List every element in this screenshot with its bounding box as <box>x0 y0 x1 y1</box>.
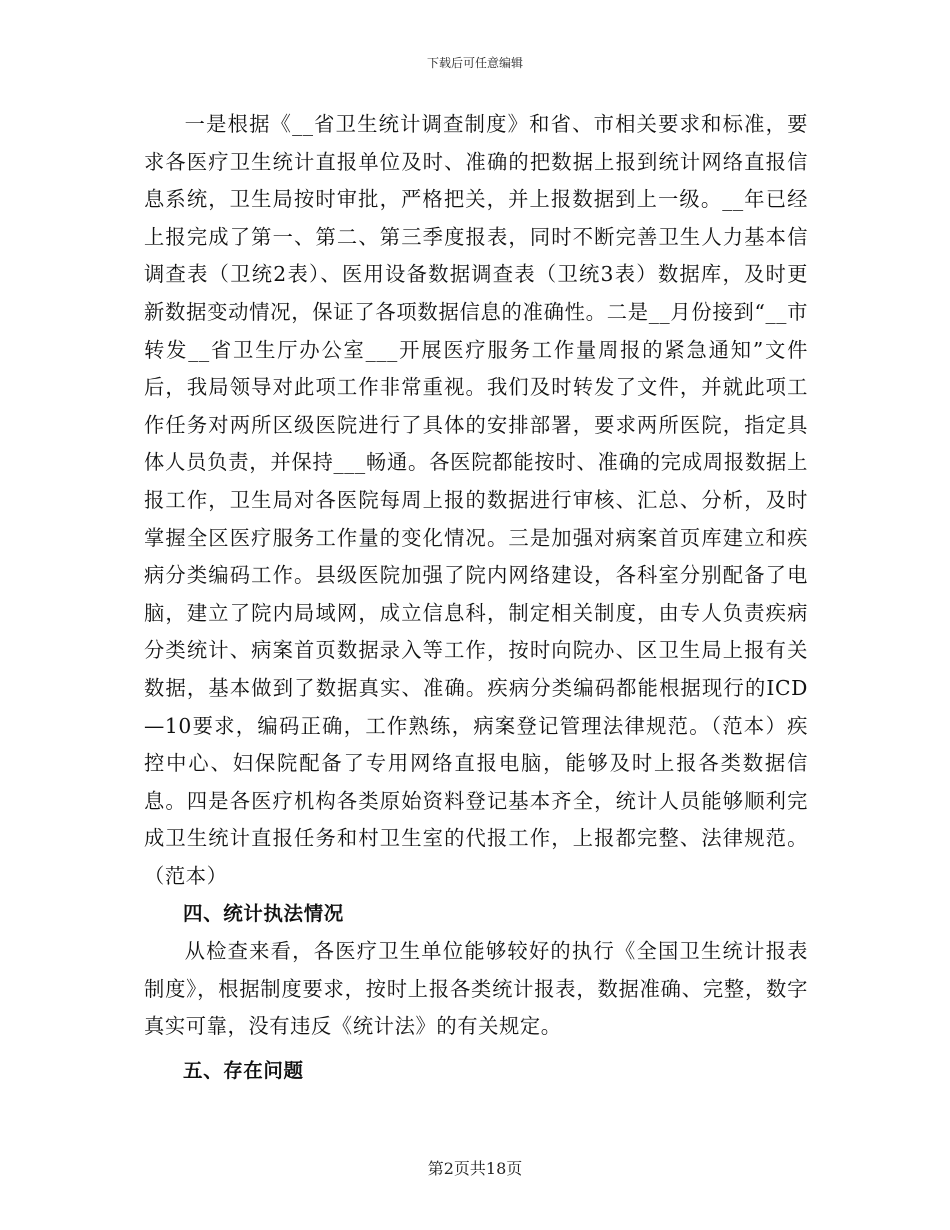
header-note: 下载后可任意编辑 <box>426 56 523 70</box>
paragraph-enforcement: 从检查来看，各医疗卫生单位能够较好的执行《全国卫生统计报表制度》，根据制度要求，按时上报各类统计报表，数据准确、完整，数字真实可靠，没有违反《统计法》的有关规定。 <box>144 939 808 1039</box>
document-body <box>144 106 808 1089</box>
section-heading-enforcement: 四、统计执法情况 <box>183 902 344 926</box>
paragraph-statistics-reporting: 一是根据《__省卫生统计调查制度》和省、市相关要求和标准，要求各医疗卫生统计直报单位及时、准确的把数据上报到统计网络直报信息系统，卫生局按时审批，严格把关，并上报数据到上一级。__年已经上报完成了第一、第二、第三季度报表，同时不断完善卫生人力基本信调查表（卫统2表）、医用设备数据调查表（卫统3表）数据库，及时更新数据变动情况，保证了各项数据信息的准确性。二是__月份接到“__市转发__省卫生厅办公室___开展医疗服务工作量周报的紧急通知”文件后，我局领导对此项工作非常重视。我们及时转发了文件，并就此项工作任务对两所区级医院进行了具体的安排部署，要求两所医院，指定具体人员负责，并保持___畅通。各医院都能按时、准确的完成周报数据上报工作，卫生局对各医院每周上报的数据进行审核、汇总、分析，及时掌握全区医疗服务工作量的变化情况。三是加强对病案首页库建立和疾病分类编码工作。县级医院加强了院内网络建设，各科室分别配备了电脑，建立了院内局域网，成立信息科，制定相关制度，由专人负责疾病分类统计、病案首页数据录入等工作，按时向院办、区卫生局上报有关数据，基本做到了数据真实、准确。疾病分类编码都能根据现行的ICD—10要求，编码正确，工作熟练，病案登记管理法律规范。（范本）疾控中心、妇保院配备了专用网络直报电脑，能够及时上报各类数据信息。四是各医疗机构各类原始资料登记基本齐全，统计人员能够顺利完成卫生统计直报任务和村卫生室的代报工作，上报都完整、法律规范。（范本） <box>144 112 808 888</box>
page-number: 第2页共18页 <box>427 1159 523 1178</box>
section-heading-problems: 五、存在问题 <box>183 1058 304 1082</box>
